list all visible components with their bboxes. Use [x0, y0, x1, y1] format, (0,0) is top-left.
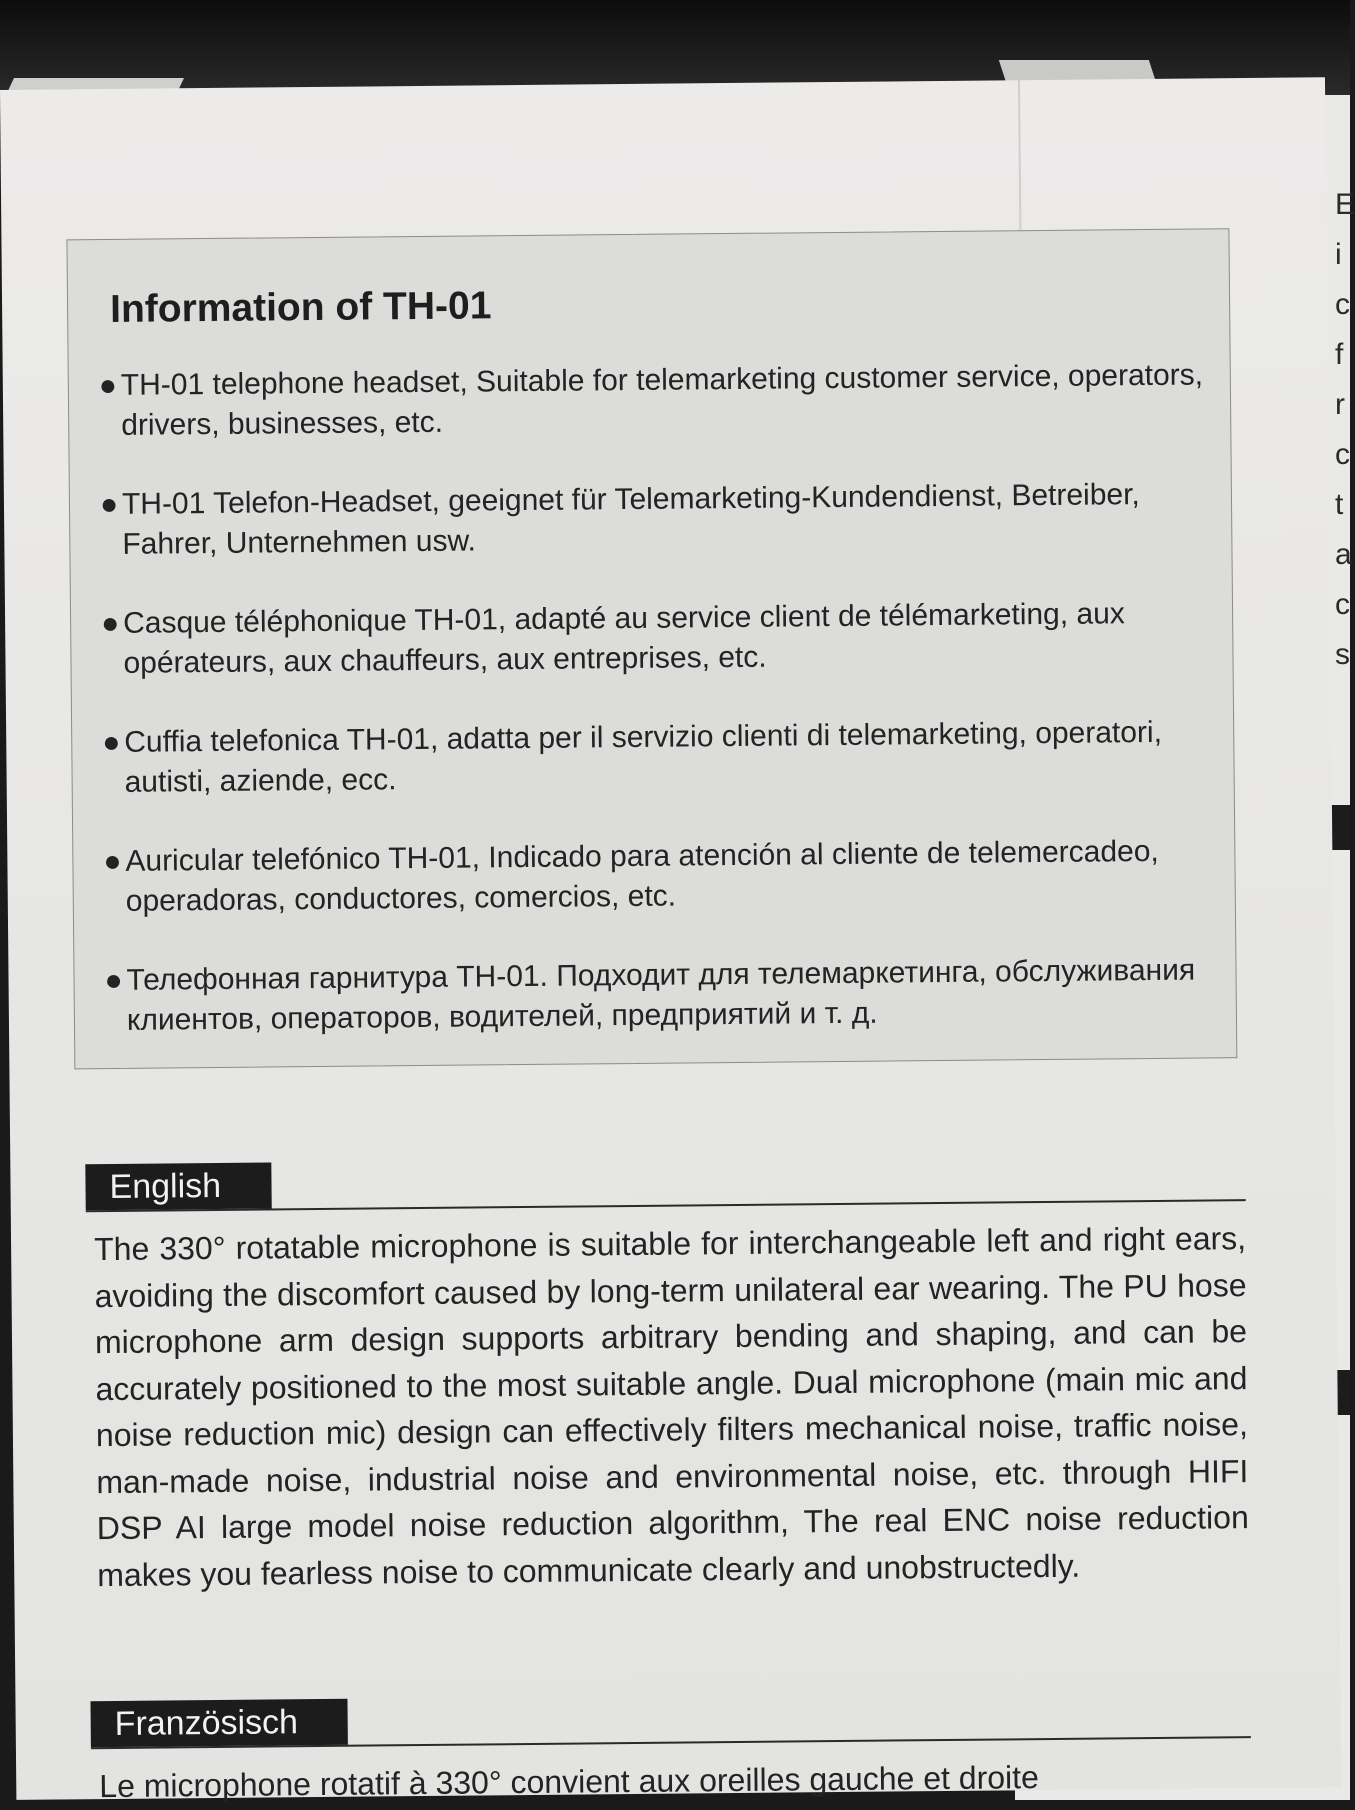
bullet-icon: ●: [98, 368, 118, 403]
bullet-icon: ●: [104, 963, 123, 998]
info-item-italian: [102, 712, 1223, 803]
margin-letter: c: [1335, 588, 1350, 621]
margin-letter: a: [1335, 538, 1352, 571]
info-item-text: Телефонная гарнитура TH-01. Подходит для телемаркетинга, обслуживания клиентов, операторов, водителей, предприятий и т. д.: [126, 953, 1196, 1037]
leaflet-page: [0, 77, 1341, 1805]
section-english: [85, 1153, 1249, 1598]
margin-header-bar: [1330, 805, 1350, 850]
info-item-spanish: [103, 831, 1224, 922]
margin-letter: i: [1335, 238, 1342, 271]
info-item-russian: [104, 950, 1225, 1041]
info-title: Information of TH-01: [109, 284, 492, 331]
margin-text: [1335, 180, 1355, 680]
info-item-french: [101, 593, 1222, 684]
bullet-icon: ●: [103, 844, 122, 879]
bullet-icon: ●: [102, 725, 121, 760]
section-label-french: Französisch: [90, 1699, 348, 1747]
margin-letter: t: [1335, 488, 1344, 521]
section-label-english: English: [85, 1162, 271, 1210]
info-item-text: TH-01 Telefon-Headset, geeignet für Telemarketing-Kundendienst, Betreiber, Fahrer, Unternehmen usw.: [121, 478, 1140, 561]
info-box: [66, 228, 1237, 1069]
margin-letter: s: [1335, 638, 1350, 671]
info-item-text: Auricular telefónico TH-01, Indicado para atención al cliente de telemercadeo, operadoras, conductores, comercios, etc.: [125, 834, 1159, 918]
info-item-english: [99, 355, 1220, 446]
section-header: [85, 1153, 1245, 1212]
section-header: [90, 1690, 1250, 1749]
info-item-german: [100, 474, 1221, 565]
info-item-text: TH-01 telephone headset, Suitable for telemarketing customer service, operators, drivers, businesses, etc.: [120, 358, 1204, 442]
info-item-text: Casque téléphonique TH-01, adapté au service client de télémarketing, aux opérateurs, aux chauffeurs, aux entreprises, etc.: [122, 597, 1125, 680]
info-item-text: Cuffia telefonica TH-01, adatta per il servizio clienti di telemarketing, operatori, autisti, aziende, ecc.: [124, 715, 1163, 799]
margin-letter: c: [1335, 288, 1350, 321]
bullet-icon: ●: [100, 606, 120, 641]
section-body-french: Le microphone rotatif à 330° convient aux oreilles gauche et droite: [99, 1759, 1040, 1805]
bullet-icon: ●: [99, 487, 119, 522]
info-list: [99, 355, 1226, 1080]
section-body-english: The 330° rotatable microphone is suitable for interchangeable left and right ears, avoiding the discomfort caused by long-term unilateral ear wearing. The PU hose microphone arm design supports arbitrary bending and shaping, and can be accurately positioned to the most suitable angle. Dual microphone (main mic and noise reduction mic) design can effectively filters mechanical noise, traffic noise, man-made noise, industrial noise and environmental noise, etc. through HIFI DSP AI large model noise reduction algorithm, The real ENC noise reduction makes you fearless noise to communicate clearly and unobstructedly.: [93, 1220, 1249, 1593]
margin-letter: c: [1335, 438, 1350, 471]
section-french: [90, 1690, 1251, 1810]
margin-letter: E: [1335, 188, 1355, 221]
margin-letter: r: [1335, 388, 1345, 421]
margin-letter: f: [1335, 338, 1344, 371]
